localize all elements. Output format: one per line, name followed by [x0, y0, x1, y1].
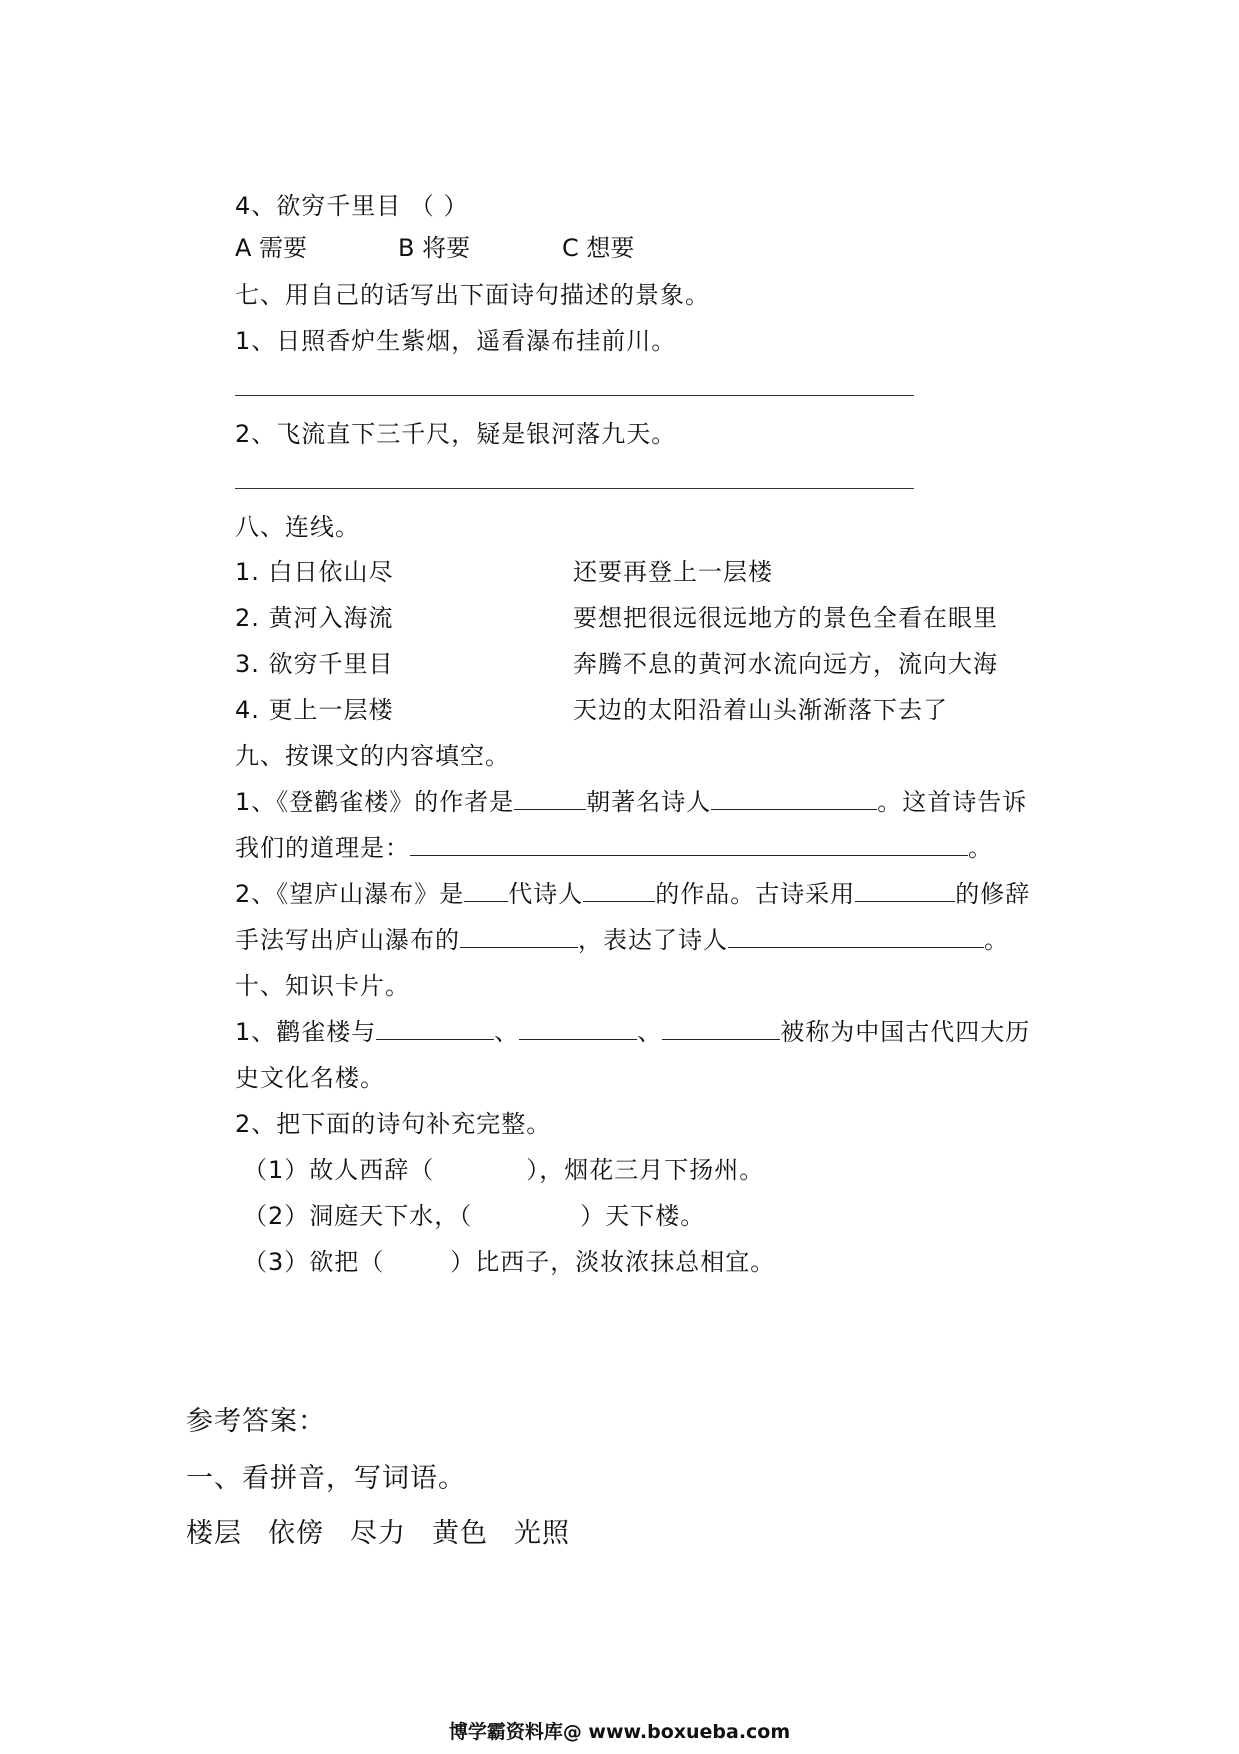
answer-words — [186, 1517, 596, 1551]
match-right-4: 天边的太阳沿着山头渐渐落下去了 — [573, 696, 948, 724]
match-right-2: 要想把很远很远地方的景色全看在眼里 — [573, 604, 998, 632]
fill-line-3: （3）欲把（ ）比西子，淡妆浓抹总相宜。 — [243, 1248, 776, 1276]
option-c: C 想要 — [562, 234, 635, 262]
answer-line-1 — [235, 395, 914, 396]
blank — [514, 787, 586, 810]
blank — [711, 787, 877, 810]
q6-item4-stem: 4、欲穷千里目 （ ） — [235, 192, 469, 220]
section10-item2-heading: 2、把下面的诗句补充完整。 — [235, 1110, 552, 1138]
match-right-3: 奔腾不息的黄河水流向远方，流向大海 — [573, 650, 998, 678]
fill-line-2: （2）洞庭天下水，（ ）天下楼。 — [243, 1202, 706, 1230]
section7-item1: 1、日照香炉生紫烟，遥看瀑布挂前川。 — [235, 327, 677, 355]
blank — [728, 925, 984, 948]
answers-section1: 一、看拼音，写词语。 — [186, 1463, 466, 1494]
section9-item2-line1: 2、《望庐山瀑布》是 代诗人 的作品。古诗采用 的修辞 — [235, 880, 1031, 908]
blank — [583, 879, 655, 902]
answers-title: 参考答案： — [186, 1406, 326, 1437]
section9-heading: 九、按课文的内容填空。 — [235, 742, 510, 770]
answer-word: 尽力 — [350, 1518, 406, 1549]
footer-watermark: 博学霸资料库@ www.boxueba.com — [448, 1721, 791, 1743]
blank — [519, 1017, 637, 1040]
section9-item1-line2: 我们的道理是： 。 — [235, 834, 993, 862]
section7-heading: 七、用自己的话写出下面诗句描述的景象。 — [235, 281, 710, 309]
section9-item2-line2: 手法写出庐山瀑布的 ，表达了诗人 。 — [235, 926, 1009, 954]
answer-line-2 — [235, 488, 914, 489]
section8-heading: 八、连线。 — [235, 513, 360, 541]
option-a: A 需要 — [235, 234, 308, 262]
blank — [376, 1017, 494, 1040]
section10-item1-line1: 1、鹳雀楼与 、 、 被称为中国古代四大历 — [235, 1018, 1031, 1046]
answer-word: 依傍 — [268, 1518, 324, 1549]
fill-line-1: （1）故人西辞（ ），烟花三月下扬州。 — [243, 1156, 765, 1184]
section10-heading: 十、知识卡片。 — [235, 972, 410, 1000]
blank — [662, 1017, 780, 1040]
blank — [460, 925, 578, 948]
match-left-2: 2. 黄河入海流 — [235, 604, 394, 632]
option-b: B 将要 — [398, 234, 471, 262]
match-left-4: 4. 更上一层楼 — [235, 696, 394, 724]
section9-item1-line1: 1、《登鹳雀楼》的作者是 朝著名诗人 。这首诗告诉 — [235, 788, 1028, 816]
blank — [855, 879, 955, 902]
blank — [464, 879, 508, 902]
match-left-1: 1. 白日依山尽 — [235, 558, 394, 586]
match-right-1: 还要再登上一层楼 — [573, 558, 773, 586]
answer-word: 黄色 — [432, 1518, 488, 1549]
answer-word: 楼层 — [186, 1518, 242, 1549]
section10-item1-line2: 史文化名楼。 — [235, 1064, 385, 1092]
match-left-3: 3. 欲穷千里目 — [235, 650, 394, 678]
blank — [410, 833, 968, 856]
section7-item2: 2、飞流直下三千尺，疑是银河落九天。 — [235, 420, 677, 448]
answer-word: 光照 — [514, 1518, 570, 1549]
